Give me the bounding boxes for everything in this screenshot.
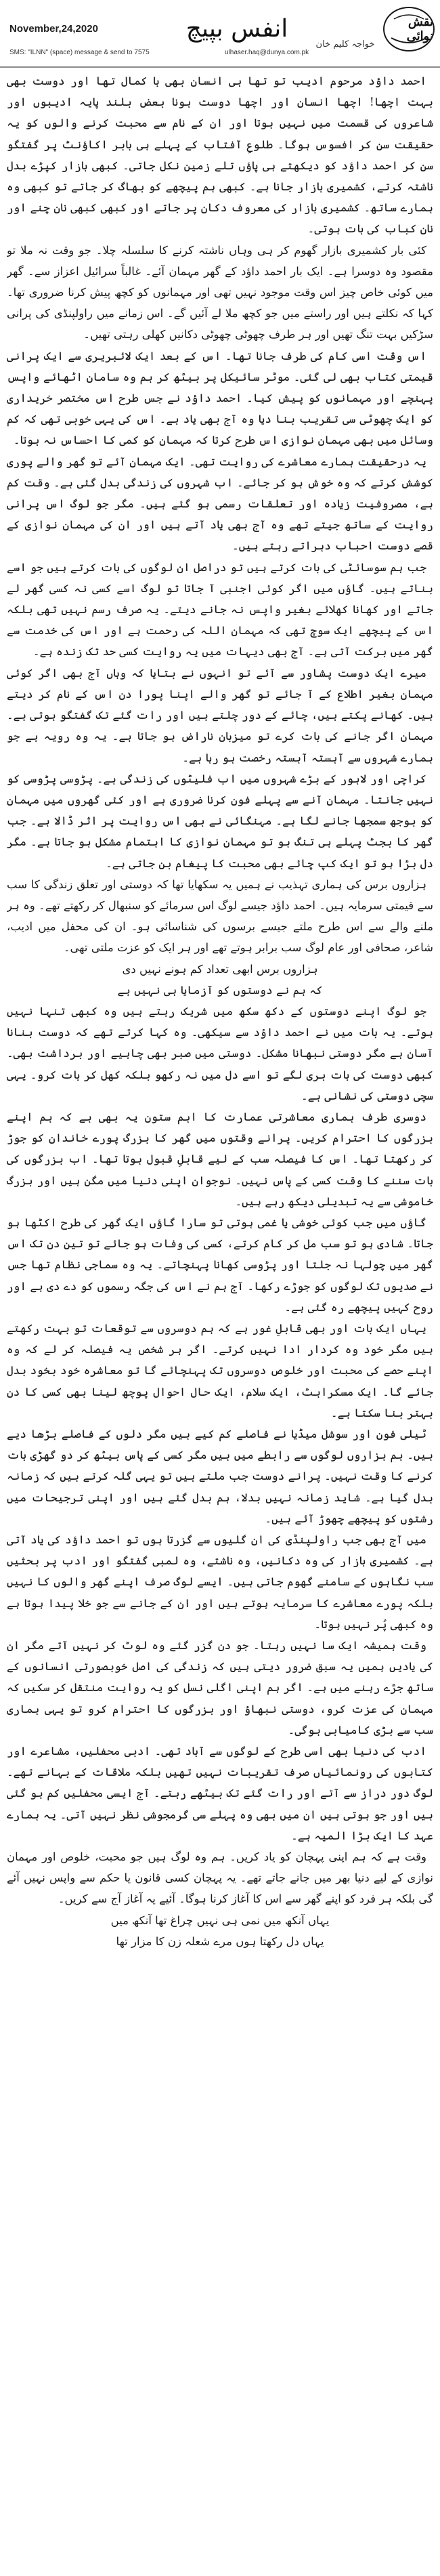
author-email: ulhaser.haq@dunya.com.pk — [225, 49, 309, 56]
paragraph: ہزاروں برس کی ہماری تہذیب نے ہمیں یہ سکھایا تھا کہ دوستی اور تعلق زندگی کا سب سے قیمتی سرمایہ ہیں۔ احمد داؤد جیسے لوگ اس سرمائے کو سنبھال کر رکھتے تھے۔ وہ ہر ملنے والے سے اس طرح ملتے جیسے برسوں کی شناسائی ہو۔ ان کی محفل میں ادیب، شاعر، صحافی اور عام لوگ سب برابر ہوتے تھے اور ہر ایک کو عزت ملتی تھی۔ — [7, 877, 433, 955]
publish-date: November,24,2020 — [9, 23, 98, 35]
paragraph: احمد داؤد مرحوم ادیب تو تھا ہی انسان بھی با کمال تھا اور دوست بھی بہت اچھا! اچھا انسان اور اچھا دوست ہونا بعض بلند پایہ ادیبوں اور شاعروں کی قسمت میں نہیں ہوتا اور ان کے نام سے محبت کرنے والوں کو یہ حقیقت سن کر افسوس ہوگا۔ طلوعِ آفتاب کے پہلے ہی بابر اکاؤنٹ پر گفتگو سن کر احمد داؤد کو دیکھتے ہی پاؤں تلے زمین نکل جاتی۔ کبھی بازار کپڑے بدل ناشتہ کرتے، کشمیری بازار جانا ہے۔ کبھی ہم پیچھے کو بھاگ کر جاتے تو کبھی وہ ہمارے ساتھ۔ کشمیری بازار کی معروف دکان پر جاتے اور کبھی کبھی نان چنے اور نان کباب کی بات ہوتی۔ — [7, 75, 433, 236]
paragraph: میں آج بھی جب راولپنڈی کی ان گلیوں سے گزرتا ہوں تو احمد داؤد کی یاد آتی ہے۔ کشمیری بازار کی وہ دکانیں، وہ ناشتے، وہ لمبی گفتگو اور ادب پر بحثیں سب نگاہوں کے سامنے گھوم جاتی ہیں۔ ایسے لوگ صرف اپنے گھر والوں کا نہیں بلکہ پورے معاشرے کا سرمایہ ہوتے ہیں اور ان کے جانے سے جو خلا پیدا ہوتا ہے وہ کبھی پُر نہیں ہوتا۔ — [7, 1533, 433, 1631]
paragraph: دوسری طرف ہماری معاشرتی عمارت کا اہم ستون یہ بھی ہے کہ ہم اپنے بزرگوں کا احترام کریں۔ پرانے وقتوں میں گھر کا بزرگ پورے خاندان کو جوڑ کر رکھتا تھا۔ اس کا فیصلہ سب کے لیے قابلِ قبول ہوتا تھا۔ اب بزرگوں کی بات سننے کا وقت کسی کے پاس نہیں۔ نوجوان اپنی دنیا میں مگن ہیں اور بزرگ خاموشی سے یہ تبدیلی دیکھ رہے ہیں۔ — [7, 1110, 433, 1208]
paragraph: گاؤں میں جب کوئی خوشی یا غمی ہوتی تو سارا گاؤں ایک گھر کی طرح اکٹھا ہو جاتا۔ شادی ہو تو سب مل کر کام کرتے، کسی کی وفات ہو جائے تو تین دن تک اس گھر میں چولہا نہ جلتا اور پڑوسی کھانا پہنچاتے۔ یہ وہ سماجی نظام تھا جس نے صدیوں تک لوگوں کو جوڑے رکھا۔ آج ہم نے اس کی جگہ رسموں کو دے دی ہے اور روح کہیں پیچھے رہ گئی ہے۔ — [7, 1216, 433, 1314]
sms-instructions: SMS: "ILNN" (space) message & send to 7575 — [9, 49, 150, 56]
newspaper-logo — [383, 7, 435, 51]
paragraph: کراچی اور لاہور کے بڑے شہروں میں اب فلیٹوں کی زندگی ہے۔ پڑوسی پڑوسی کو نہیں جانتا۔ مہمان آنے سے پہلے فون کرنا ضروری ہے اور کئی گھروں میں مہمان کو بوجھ سمجھا جانے لگا ہے۔ مہنگائی نے بھی اس روایت پر اثر ڈالا ہے۔ جب گھر کا بجٹ پہلے ہی تنگ ہو تو مہمان نوازی کا اہتمام مشکل ہو جاتا ہے۔ مگر دل بڑا ہو تو ایک کپ چائے بھی محبت کا پیغام بن جاتی ہے۔ — [7, 772, 433, 870]
paragraph: وقت ہمیشہ ایک سا نہیں رہتا۔ جو دن گزر گئے وہ لوٹ کر نہیں آتے مگر ان کی یادیں ہمیں یہ سبق ضرور دیتی ہیں کہ زندگی کی اصل خوبصورتی انسانوں کے ساتھ جڑے رہنے میں ہے۔ اگر ہم اپنی اگلی نسل کو یہ روایت منتقل کر سکیں کہ مہمان کی عزت کرو، دوستی نبھاؤ اور بزرگوں کا احترام کرو تو یہی ہماری سب سے بڑی کامیابی ہوگی۔ — [7, 1639, 433, 1737]
paragraph: کئی بار کشمیری بازار گھوم کر ہی وہاں ناشتہ کرنے کا سلسلہ چلا۔ جو وقت نہ ملا تو مقصود وہ دوسرا ہے۔ ایک بار احمد داؤد کے گھر مہمان آئے۔ غالباً سرائیل اعزاز سے۔ گھر میں کوئی خاص چیز اس وقت موجود نہیں تھی اور مہمانوں کو کچھ پیش کرنا ضروری تھا۔ کہا کہ نکلتے ہیں اور راستے میں جو کچھ ملا لے آئیں گے۔ اس زمانے میں راولپنڈی کی پرانی سڑکیں بہت تنگ تھیں اور ہر طرف چھوٹی چھوٹی دکانیں کھلی رہتی تھیں۔ — [7, 243, 433, 341]
paragraph: یہاں ایک بات اور بھی قابلِ غور ہے کہ ہم دوسروں سے توقعات تو بہت رکھتے ہیں مگر خود وہ کردار ادا نہیں کرتے۔ اگر ہر شخص یہ فیصلہ کر لے کہ وہ اپنے حصے کی محبت اور خلوص دوسروں تک پہنچائے گا تو معاشرہ خود بخود بدل جائے گا۔ ایک مسکراہٹ، ایک سلام، ایک حال احوال پوچھ لینا بھی کسی کا دن بہتر بنا سکتا ہے۔ — [7, 1321, 433, 1419]
column-title: انفس بپیچ — [185, 15, 288, 43]
verse-line: یہاں آنکھ میں نمی ہی نہیں چراغ تھا آنکھ میں — [110, 1913, 330, 1927]
paragraph: جو لوگ اپنے دوستوں کے دکھ سکھ میں شریک رہتے ہیں وہ کبھی تنہا نہیں ہوتے۔ یہ بات میں نے احمد داؤد سے سیکھی۔ وہ کہا کرتے تھے کہ دوست بنانا آسان ہے مگر دوستی نبھانا مشکل۔ دوستی میں صبر بھی چاہیے اور برداشت بھی۔ کبھی دوست کی بات بری لگے تو اسے دل میں نہ رکھو بلکہ کھل کر بات کرو۔ یہی سچی دوستی کی نشانی ہے۔ — [7, 1004, 433, 1102]
paragraph: جب ہم سوسائٹی کی بات کرتے ہیں تو دراصل ان لوگوں کی بات کرتے ہیں جو اسے بناتے ہیں۔ گاؤں میں اگر کوئی اجنبی آ جاتا تو لوگ اسے کسی نہ کسی گھر لے جاتے اور کھانا کھلائے بغیر واپس نہ جانے دیتے۔ یہ صرف رسم نہیں تھی بلکہ اس کے پیچھے ایک سوچ تھی کہ مہمان اللہ کی رحمت ہے اور اس کی خدمت سے گھر میں برکت آتی ہے۔ آج بھی دیہات میں یہ روایت کسی حد تک زندہ ہے۔ — [7, 560, 433, 659]
paragraph: میرے ایک دوست پشاور سے آئے تو انہوں نے بتایا کہ وہاں آج بھی اگر کوئی مہمان بغیر اطلاع کے آ جائے تو گھر والے اپنا پورا دن اس کے نام کر دیتے ہیں۔ کھانے پکتے ہیں، چائے کے دور چلتے ہیں اور رات گئے تک گفتگو ہوتی ہے۔ مہمان اگر جانے کی بات کرے تو میزبان ناراض ہو جاتا ہے۔ یہ وہ رویہ ہے جو ہمارے شہروں سے آہستہ آہستہ رخصت ہو رہا ہے۔ — [7, 666, 433, 764]
paragraph: ٹیلی فون اور سوشل میڈیا نے فاصلے کم کیے ہیں مگر دلوں کے فاصلے بڑھا دیے ہیں۔ ہم ہزاروں لوگوں سے رابطے میں ہیں مگر کسی کے پاس بیٹھ کر دو گھڑی بات کرنے کا وقت نہیں۔ پرانے دوست جب ملتے ہیں تو یہی گلہ کرتے ہیں کہ زمانہ بدل گیا ہے۔ شاید زمانہ نہیں بدلا، ہم بدل گئے ہیں اور اپنی ترجیحات میں رشتوں کو پیچھے چھوڑ آئے ہیں۔ — [7, 1428, 433, 1525]
verse-line: کہ ہم نے دوستوں کو آزمایا ہی نہیں ہے — [117, 983, 323, 997]
paragraph: اس وقت اسی کام کی طرف جانا تھا۔ اس کے بعد ایک لائبریری سے ایک پرانی قیمتی کتاب بھی لی گئی۔ موٹر سائیکل پر بیٹھ کر ہم وہ سامان اٹھائے واپس پہنچے اور مہمانوں کو پیش کیا۔ احمد داؤد نے جس طرح اس مختصر خریداری کو ایک چھوٹی سی تقریب بنا دیا وہ آج بھی یاد ہے۔ اس کی یہی خوبی تھی کہ کم وسائل میں بھی مہمان نوازی اس طرح کرتا کہ مہمان کو کمی کا احساس نہ ہوتا۔ — [7, 349, 433, 447]
author-name: خواجہ کلیم خان — [315, 39, 375, 49]
verse-line: ہزاروں برس ابھی تعداد کم ہونے نہیں دی — [122, 962, 318, 976]
logo-text: نقش نوائی — [406, 15, 433, 43]
column-header — [0, 0, 440, 68]
paragraph: ادب کی دنیا بھی اسی طرح کے لوگوں سے آباد تھی۔ ادبی محفلیں، مشاعرے اور کتابوں کی رونمائیاں صرف تقریبات نہیں تھیں بلکہ ملاقات کے بہانے تھے۔ لوگ دور دراز سے آتے اور رات گئے تک بیٹھے رہتے۔ آج ایسی محفلیں کم ہو گئی ہیں اور جو ہوتی ہیں ان میں بھی وہ پہلے سی گرمجوشی نظر نہیں آتی۔ یہ ہمارے عہد کا ایک بڑا المیہ ہے۔ — [7, 1745, 433, 1842]
verse-line: یہاں دل رکھتا ہوں مرے شعلہ زن کا مزار تھا — [116, 1934, 324, 1948]
article-body — [7, 70, 433, 2571]
paragraph: یہ درحقیقت ہمارے معاشرے کی روایت تھی۔ ایک مہمان آئے تو گھر والے پوری کوشش کرتے کہ وہ خوش ہو کر جائے۔ اب شہروں کی زندگی بدل گئی ہے۔ وقت کم ہے، مصروفیت زیادہ اور تعلقات رسمی ہو گئے ہیں۔ مگر جو لوگ اس پرانی روایت کے ساتھ جیتے تھے وہ آج بھی یاد آتے ہیں اور ان کی مہمان نوازی کے قصے دوست احباب دہراتے رہتے ہیں۔ — [7, 455, 433, 553]
paragraph: وقت ہے کہ ہم اپنی پہچان کو یاد کریں۔ ہم وہ لوگ ہیں جو محبت، خلوص اور مہمان نوازی کے لیے دنیا بھر میں جانے جاتے تھے۔ یہ پہچان کسی قانون یا حکم سے واپس نہیں آئے گی بلکہ ہر فرد کو اپنے گھر سے اس کا آغاز کرنا ہوگا۔ آئیے یہ آغاز آج سے کریں۔ — [7, 1850, 433, 1906]
